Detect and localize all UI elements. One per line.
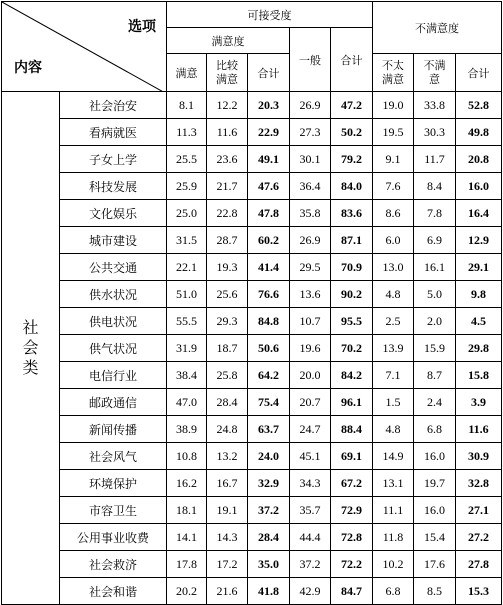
value-cell: 67.2 (331, 470, 373, 497)
dissatisfied-header (414, 54, 456, 92)
value-cell: 17.2 (207, 551, 248, 578)
table-row (2, 254, 502, 281)
value-cell: 25.0 (167, 200, 207, 227)
value-cell: 35.7 (290, 497, 331, 524)
value-cell: 3.9 (456, 389, 502, 416)
value-cell: 37.2 (290, 551, 331, 578)
value-cell: 10.8 (167, 443, 207, 470)
value-cell: 11.6 (207, 119, 248, 146)
row-item-label: 供水状况 (60, 281, 167, 308)
value-cell: 15.8 (456, 362, 502, 389)
row-item-label: 新闻传播 (60, 416, 167, 443)
value-cell: 5.0 (414, 281, 456, 308)
value-cell: 30.1 (290, 146, 331, 173)
value-cell: 8.7 (414, 362, 456, 389)
value-cell: 4.8 (373, 281, 414, 308)
row-item-label: 公用事业收费 (60, 524, 167, 551)
options-label: 选项 (128, 19, 156, 35)
value-cell: 76.6 (248, 281, 290, 308)
value-cell: 8.5 (414, 578, 456, 605)
value-cell: 20.8 (456, 146, 502, 173)
value-cell: 90.2 (331, 281, 373, 308)
table-row (2, 92, 502, 119)
value-cell: 28.7 (207, 227, 248, 254)
value-cell: 38.9 (167, 416, 207, 443)
value-cell: 10.2 (373, 551, 414, 578)
value-cell: 6.0 (373, 227, 414, 254)
value-cell: 16.1 (414, 254, 456, 281)
value-cell: 16.7 (207, 470, 248, 497)
value-cell: 49.8 (456, 119, 502, 146)
row-item-label: 供气状况 (60, 335, 167, 362)
value-cell: 32.8 (456, 470, 502, 497)
value-cell: 84.7 (331, 578, 373, 605)
value-cell: 29.3 (207, 308, 248, 335)
category-cell (2, 92, 60, 605)
table-row (2, 362, 502, 389)
value-cell: 16.0 (414, 443, 456, 470)
value-cell: 4.5 (456, 308, 502, 335)
value-cell: 37.2 (248, 497, 290, 524)
satisfaction-table (1, 1, 502, 605)
value-cell: 15.3 (456, 578, 502, 605)
value-cell: 45.1 (290, 443, 331, 470)
corner-header-cell (2, 2, 167, 92)
value-cell: 60.2 (248, 227, 290, 254)
value-cell: 19.0 (373, 92, 414, 119)
value-cell: 35.8 (290, 200, 331, 227)
value-cell: 2.4 (414, 389, 456, 416)
value-cell: 25.6 (207, 281, 248, 308)
value-cell: 6.9 (414, 227, 456, 254)
value-cell: 50.2 (331, 119, 373, 146)
row-item-label: 看病就医 (60, 119, 167, 146)
value-cell: 15.9 (414, 335, 456, 362)
row-item-label: 城市建设 (60, 227, 167, 254)
value-cell: 23.6 (207, 146, 248, 173)
table-row (2, 551, 502, 578)
value-cell: 95.5 (331, 308, 373, 335)
content-label: 内容 (14, 60, 42, 76)
value-cell: 27.8 (456, 551, 502, 578)
value-cell: 31.9 (167, 335, 207, 362)
value-cell: 7.8 (414, 200, 456, 227)
value-cell: 22.8 (207, 200, 248, 227)
table-row (2, 281, 502, 308)
value-cell: 19.3 (207, 254, 248, 281)
dissatisfaction-header: 不满意度 (373, 2, 502, 54)
row-item-label: 文化娱乐 (60, 200, 167, 227)
value-cell: 20.0 (290, 362, 331, 389)
table-row (2, 200, 502, 227)
row-item-label: 子女上学 (60, 146, 167, 173)
header-row-1 (2, 2, 502, 28)
value-cell: 32.9 (248, 470, 290, 497)
table-row (2, 146, 502, 173)
satisfaction-subtotal-header: 合计 (248, 54, 290, 92)
category-char: 类 (22, 358, 39, 377)
table-row (2, 443, 502, 470)
table-row (2, 119, 502, 146)
neutral-subtotal-header: 合计 (331, 28, 373, 92)
value-cell: 15.4 (414, 524, 456, 551)
value-cell: 16.4 (456, 200, 502, 227)
table-row (2, 497, 502, 524)
value-cell: 35.0 (248, 551, 290, 578)
value-cell: 84.2 (331, 362, 373, 389)
value-cell: 6.8 (373, 578, 414, 605)
value-cell: 83.6 (331, 200, 373, 227)
table-row (2, 389, 502, 416)
value-cell: 11.7 (414, 146, 456, 173)
value-cell: 87.1 (331, 227, 373, 254)
value-cell: 14.3 (207, 524, 248, 551)
neutral-header: 一般 (290, 28, 331, 92)
value-cell: 16.0 (414, 497, 456, 524)
value-cell: 29.8 (456, 335, 502, 362)
row-item-label: 电信行业 (60, 362, 167, 389)
value-cell: 17.6 (414, 551, 456, 578)
category-char: 会 (22, 338, 39, 357)
value-cell: 12.9 (456, 227, 502, 254)
value-cell: 50.6 (248, 335, 290, 362)
value-cell: 13.0 (373, 254, 414, 281)
value-cell: 26.9 (290, 92, 331, 119)
value-cell: 47.2 (331, 92, 373, 119)
value-cell: 38.4 (167, 362, 207, 389)
value-cell: 70.2 (331, 335, 373, 362)
value-cell: 25.9 (167, 173, 207, 200)
value-cell: 20.3 (248, 92, 290, 119)
value-cell: 17.8 (167, 551, 207, 578)
value-cell: 8.6 (373, 200, 414, 227)
value-cell: 52.8 (456, 92, 502, 119)
value-cell: 1.5 (373, 389, 414, 416)
satisfied-header: 满意 (167, 54, 207, 92)
value-cell: 11.6 (456, 416, 502, 443)
value-cell: 33.8 (414, 92, 456, 119)
value-cell: 75.4 (248, 389, 290, 416)
value-cell: 34.3 (290, 470, 331, 497)
value-cell: 16.2 (167, 470, 207, 497)
value-cell: 84.8 (248, 308, 290, 335)
value-cell: 18.1 (167, 497, 207, 524)
table-row (2, 335, 502, 362)
value-cell: 2.5 (373, 308, 414, 335)
value-cell: 47.0 (167, 389, 207, 416)
value-cell: 28.4 (248, 524, 290, 551)
value-cell: 16.0 (456, 173, 502, 200)
value-cell: 13.1 (373, 470, 414, 497)
value-cell: 88.4 (331, 416, 373, 443)
value-cell: 9.8 (456, 281, 502, 308)
table-row (2, 578, 502, 605)
table-row (2, 227, 502, 254)
not-very-satisfied-header (373, 54, 414, 92)
row-item-label: 公共交通 (60, 254, 167, 281)
value-cell: 36.4 (290, 173, 331, 200)
value-cell: 72.2 (331, 551, 373, 578)
row-item-label: 市容卫生 (60, 497, 167, 524)
value-cell: 24.0 (248, 443, 290, 470)
value-cell: 41.4 (248, 254, 290, 281)
value-cell: 20.2 (167, 578, 207, 605)
fairly-satisfied-header (207, 54, 248, 92)
value-cell: 19.7 (414, 470, 456, 497)
row-item-label: 环境保护 (60, 470, 167, 497)
value-cell: 8.1 (167, 92, 207, 119)
value-cell: 7.1 (373, 362, 414, 389)
row-item-label: 科技发展 (60, 173, 167, 200)
value-cell: 22.1 (167, 254, 207, 281)
value-cell: 6.8 (414, 416, 456, 443)
value-cell: 14.9 (373, 443, 414, 470)
value-cell: 2.0 (414, 308, 456, 335)
fairly-satisfied-label: 比较满意 (216, 58, 238, 86)
value-cell: 24.7 (290, 416, 331, 443)
value-cell: 55.5 (167, 308, 207, 335)
value-cell: 27.3 (290, 119, 331, 146)
row-item-label: 社会和谐 (60, 578, 167, 605)
row-item-label: 供电状况 (60, 308, 167, 335)
value-cell: 96.1 (331, 389, 373, 416)
value-cell: 49.1 (248, 146, 290, 173)
dissatisfaction-subtotal-header: 合计 (456, 54, 502, 92)
value-cell: 26.9 (290, 227, 331, 254)
dissatisfied-label: 不满意 (423, 58, 446, 86)
value-cell: 11.1 (373, 497, 414, 524)
value-cell: 8.4 (414, 173, 456, 200)
value-cell: 13.6 (290, 281, 331, 308)
value-cell: 13.9 (373, 335, 414, 362)
value-cell: 24.8 (207, 416, 248, 443)
value-cell: 29.1 (456, 254, 502, 281)
value-cell: 44.4 (290, 524, 331, 551)
value-cell: 30.9 (456, 443, 502, 470)
satisfaction-header: 满意度 (167, 28, 290, 54)
value-cell: 7.6 (373, 173, 414, 200)
value-cell: 18.7 (207, 335, 248, 362)
table-body (2, 92, 502, 605)
value-cell: 31.5 (167, 227, 207, 254)
table-row (2, 173, 502, 200)
value-cell: 27.2 (456, 524, 502, 551)
value-cell: 14.1 (167, 524, 207, 551)
value-cell: 27.1 (456, 497, 502, 524)
row-item-label: 社会治安 (60, 92, 167, 119)
not-very-satisfied-label: 不太满意 (382, 58, 404, 86)
value-cell: 21.7 (207, 173, 248, 200)
value-cell: 11.8 (373, 524, 414, 551)
table-row (2, 470, 502, 497)
value-cell: 13.2 (207, 443, 248, 470)
value-cell: 69.1 (331, 443, 373, 470)
value-cell: 29.5 (290, 254, 331, 281)
value-cell: 28.4 (207, 389, 248, 416)
value-cell: 4.8 (373, 416, 414, 443)
row-item-label: 社会救济 (60, 551, 167, 578)
value-cell: 10.7 (290, 308, 331, 335)
value-cell: 42.9 (290, 578, 331, 605)
value-cell: 79.2 (331, 146, 373, 173)
value-cell: 47.6 (248, 173, 290, 200)
value-cell: 19.1 (207, 497, 248, 524)
value-cell: 84.0 (331, 173, 373, 200)
category-char: 社 (22, 318, 39, 337)
row-item-label: 邮政通信 (60, 389, 167, 416)
value-cell: 64.2 (248, 362, 290, 389)
value-cell: 19.6 (290, 335, 331, 362)
table-row (2, 308, 502, 335)
value-cell: 47.8 (248, 200, 290, 227)
table-row (2, 416, 502, 443)
value-cell: 12.2 (207, 92, 248, 119)
value-cell: 30.3 (414, 119, 456, 146)
value-cell: 9.1 (373, 146, 414, 173)
value-cell: 63.7 (248, 416, 290, 443)
value-cell: 21.6 (207, 578, 248, 605)
value-cell: 72.8 (331, 524, 373, 551)
value-cell: 11.3 (167, 119, 207, 146)
value-cell: 72.9 (331, 497, 373, 524)
value-cell: 25.5 (167, 146, 207, 173)
value-cell: 22.9 (248, 119, 290, 146)
value-cell: 41.8 (248, 578, 290, 605)
value-cell: 19.5 (373, 119, 414, 146)
table-row (2, 524, 502, 551)
value-cell: 25.8 (207, 362, 248, 389)
value-cell: 20.7 (290, 389, 331, 416)
acceptable-header: 可接受度 (167, 2, 373, 28)
row-item-label: 社会风气 (60, 443, 167, 470)
value-cell: 51.0 (167, 281, 207, 308)
value-cell: 70.9 (331, 254, 373, 281)
